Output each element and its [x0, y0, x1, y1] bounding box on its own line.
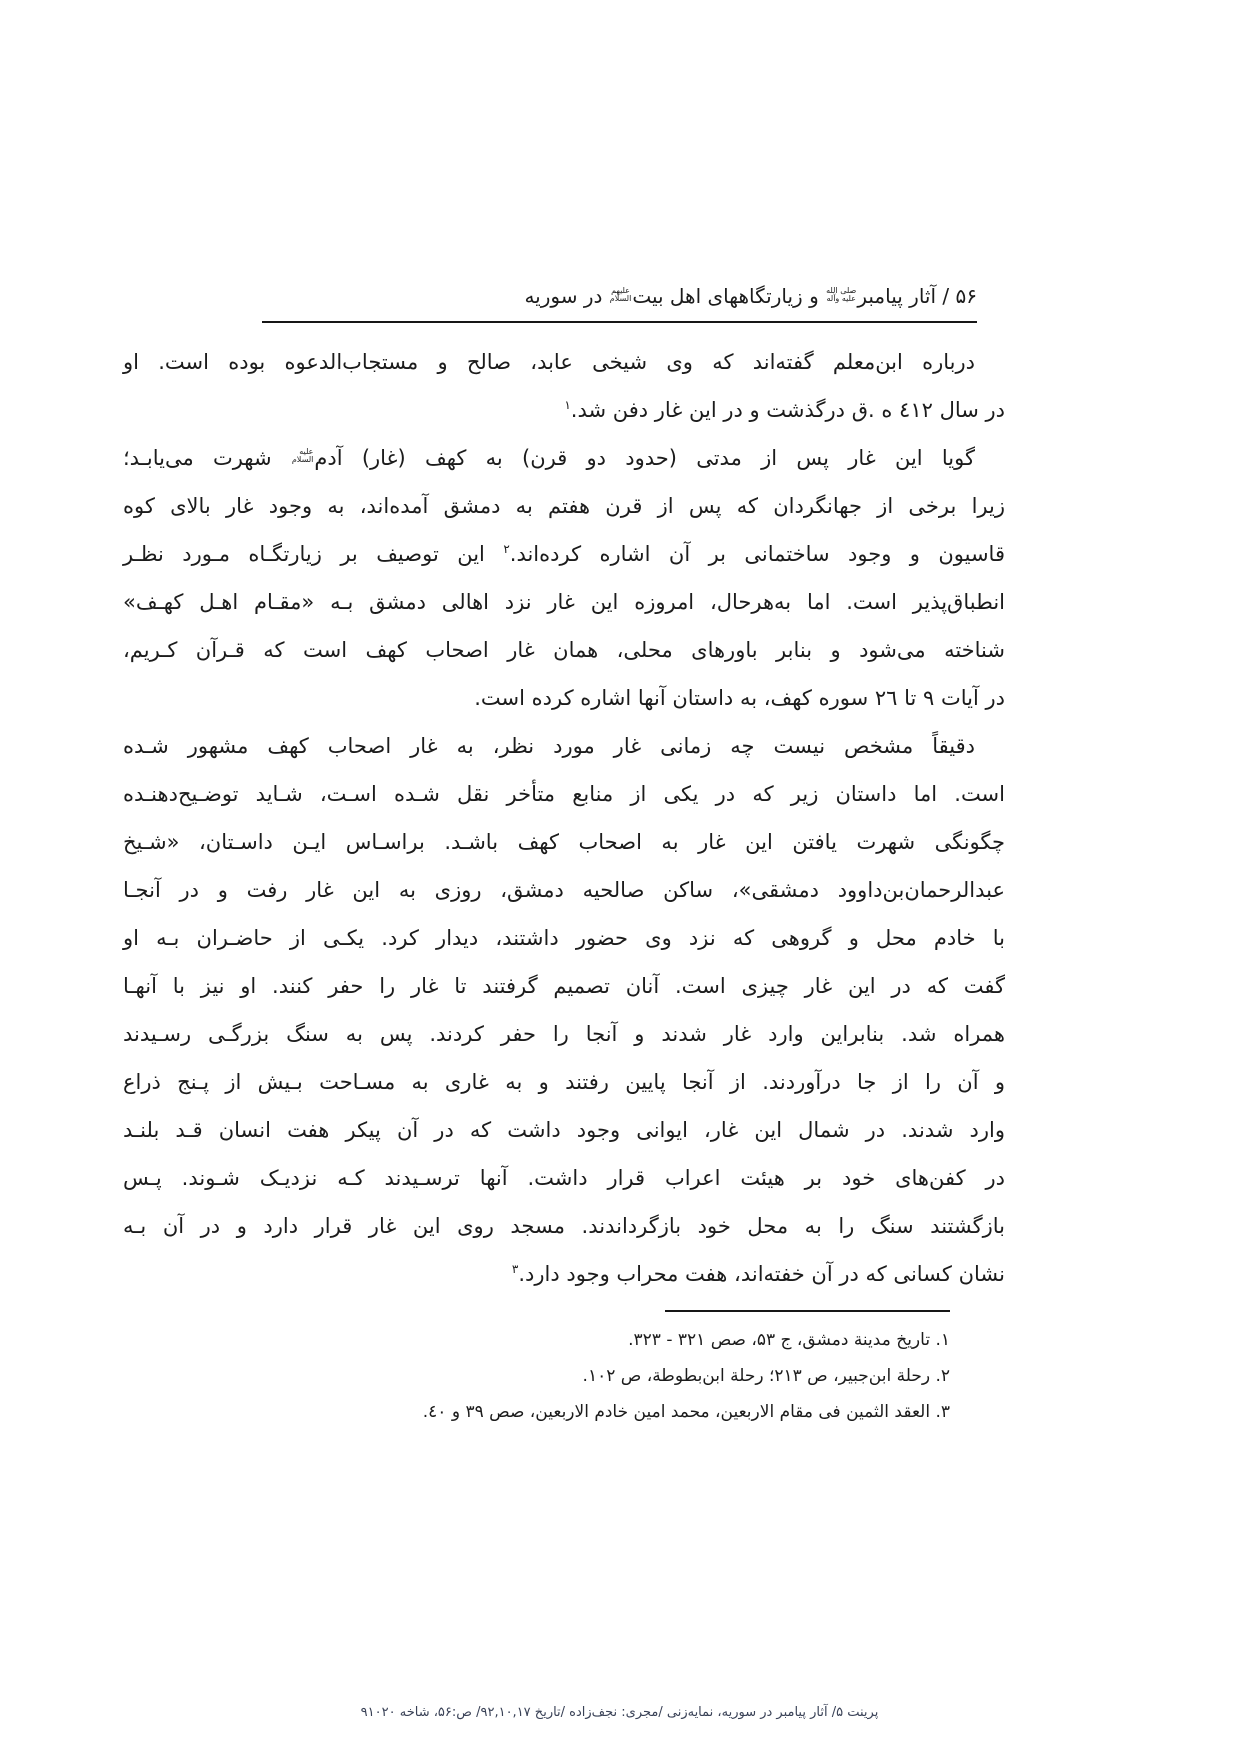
body-line: همراه شد. بنابراین وارد غار شدند و آنجا را حفر کردند. پس به سنگ بزرگـی رسـیدند	[123, 1022, 1005, 1046]
body-line: و آن را از جا درآوردند. از آنجا پایین رفتند و به غاری به مسـاحت بـیش از پـنج ذراع	[123, 1070, 1005, 1094]
body-line: در سال ٤١٢ ه .ق درگذشت و در این غار دفن شد.$^۱$	[564, 398, 1005, 422]
body-line: بازگشتند سنگ را به محل خود بازگرداندند. مسجد روی این غار قرار دارد و در آن بـه	[123, 1214, 1005, 1238]
body-line: نشان کسانی که در آن خفته‌اند، هفت محراب وجود دارد.$^۳$	[511, 1262, 1005, 1286]
body-line: دقیقاً مشخص نیست چه زمانی غار مورد نظر، به غار اصحاب کهف مشهور شـده	[123, 734, 975, 758]
body-line: زیرا برخی از جهانگردان که پس از قرن هفتم به دمشق آمده‌اند، به وجود غار بالای کوه	[123, 494, 1005, 518]
honorific-stamp-icon: عليه السلام	[291, 447, 314, 464]
body-line: در آیات ٩ تا ٢٦ سوره کهف، به داستان آنها اشاره کرده است.	[474, 686, 1005, 710]
print-footer: پرینت ۵/ آثار پیامبر در سوریه، نمایه‌زنی /مجری: نجف‌زاده /تاریخ ۹۲,۱۰,۱۷/ ص:۵۶، شاخه ۹۱۰۲۰	[360, 1705, 879, 1720]
footnote: ۳. العقد الثمین فی مقام الاربعین، محمد امین خادم الاربعین، صص ۳۹ و ٤۰.	[422, 1402, 950, 1422]
body-line: گفت که در این غار چیزی است. آنان تصمیم گرفتند تا غار را حفر کنند. او نیز با آنهـا	[123, 974, 1005, 998]
body-line: عبدالرحمان‌بن‌داوود دمشقی»، ساکن صالحیه دمشق، روزی به این غار رفت و در آنجـا	[123, 878, 1005, 902]
footnote-separator	[665, 1310, 950, 1312]
body-line: با خادم محل و گروهی که نزد وی حضور داشتند، دیدار کرد. یکـی از حاضـران بـه او	[123, 926, 1005, 950]
body-line: گویا این غار پس از مدتی (حدود دو قرن) به کهف (غار) آدم عليه السلام شهرت می‌یابـد؛	[123, 446, 975, 470]
header-rule	[262, 321, 977, 323]
footnote-marker: ۱	[564, 398, 571, 412]
footnotes	[310, 1322, 950, 1430]
body-line: درباره ابن‌معلم گفته‌اند که وی شیخی عابد، صالح و مستجاب‌الدعوه بوده است. او	[123, 350, 975, 374]
page-header: ۵۶ / آثار پیامبر صلى الله عليه وآله و زیارتگاههای اهل بیت عليهم السلام در سوریه	[524, 284, 977, 308]
honorific-stamp-icon: عليهم السلام	[609, 285, 632, 303]
body-line: است. اما داستان زیر که در یکی از منابع متأخر نقل شـده اسـت، شـاید توضـیح‌دهنـده	[123, 782, 1005, 806]
body-text	[123, 338, 1005, 1298]
body-line: شناخته می‌شود و بنابر باورهای محلی، همان غار اصحاب کهف است که قـرآن کـریم،	[123, 638, 1005, 662]
honorific-stamp-icon: صلى الله عليه وآله	[826, 285, 857, 303]
footnote-marker: ۲	[503, 542, 510, 556]
body-line: انطباق‌پذیر است. اما به‌هرحال، امروزه این غار نزد اهالی دمشق بـه «مقـام اهـل کهـف»	[123, 590, 1005, 614]
body-line: در کفن‌های خود بر هیئت اعراب قرار داشت. آنها ترسـیدند کـه نزدیـک شـوند. پـس	[123, 1166, 1005, 1190]
body-line: قاسیون و وجود ساختمانی بر آن اشاره کرده‌اند.$^۲$ این توصیف بر زیارتگـاه مـورد نظـر	[123, 542, 1005, 566]
footnote: ۱. تاریخ مدینة دمشق، ج ۵۳، صص ۳۲۱ - ۳۲۳.	[628, 1330, 950, 1350]
body-line: چگونگی شهرت یافتن این غار به اصحاب کهف باشـد. براسـاس ایـن داسـتان، «شـیخ	[123, 830, 1005, 854]
footnote-marker: ۳	[511, 1262, 519, 1276]
body-line: وارد شدند. در شمال این غار، ایوانی وجود داشت که در آن پیکر هفت انسان قـد بلنـد	[123, 1118, 1005, 1142]
footnote: ۲. رحلة ابن‌جبیر، ص ۲۱۳؛ رحلة ابن‌بطوطة، ص ۱۰۲.	[582, 1366, 950, 1386]
